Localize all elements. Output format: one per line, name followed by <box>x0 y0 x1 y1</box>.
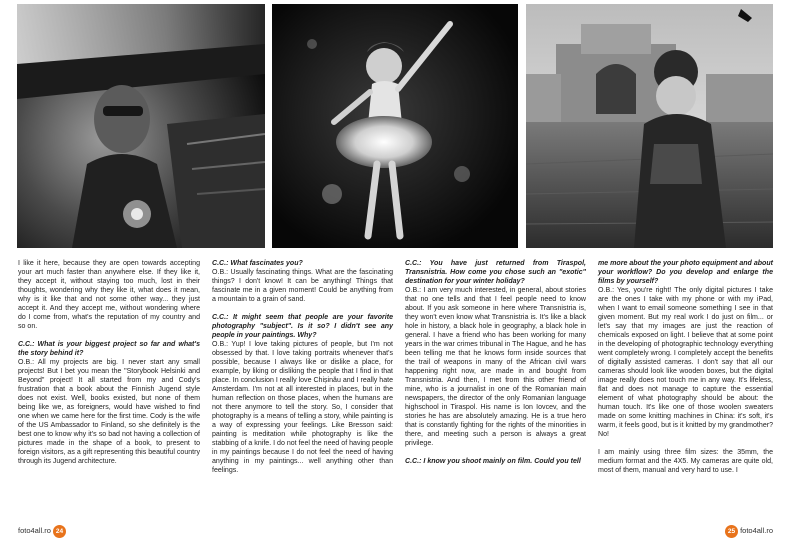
boy-in-square-photo <box>526 4 773 248</box>
interview-question: C.C.: What is your biggest project so far and what's the story behind it? <box>18 341 200 358</box>
text-column-4 <box>598 259 773 484</box>
car-passenger-photo <box>17 4 265 248</box>
interview-answer: O.B.: I am very much interested, in general, about stories that no one tells and that I feel people need to know about. If you ask someone in here where Transnistria is, they won't even know what Transnistria is. It's like a black hole in history, a black hole in geography, a black hole in general. I have a friend who has been working for many years in the war crimes tribunal in The Hague, and he has been telling me that he knows form inside sources that the trail of weapons in many of the African civil wars happening right now, are made in and bought from Transnistria. And then, I met from this other friend of mine, who is a journalist in one of the Romanian main newspapers, the director of the only Romanian language highschool in Tiraspol. His name is Ion Iovcev, and the stories he has are absolutely amazing. He is a true hero that is constantly fighting for the rights of the minorities in there, and meeting such a person is always a great privilege. <box>405 287 586 448</box>
footer-site-name: foto4all.ro <box>740 526 773 536</box>
interview-answer: O.B.: Yup! I love taking pictures of people, but I'm not obsessed by that. I love taking portraits whenever that's possible, because I always like or dislike a place, for example, by liking or disliking the people that I find in that place. In conclusion I really love Chișinău and I really hate Amsterdam. I'm not at all interested in places, but in the human reflection on those places, when the humans are not there anymore to tell the story. So, I consider that photography is a means of telling a story, while painting is a way of expressing your feelings. Like Bresson said: painting is meditation while photography is like the stabbing of a knife. I do not feel the need of having people in my paintings because I do not feel the need of having anything in my paintings... well anything other than feelings. <box>212 341 394 475</box>
text-column-2 <box>212 259 393 484</box>
footer-site-name: foto4all.ro <box>18 526 51 536</box>
interview-answer: O.B.: Yes, you're right! The only digital pictures I take are the ones I take with my phone or with my iPad, when I want to email someone something I see in that given moment. But my real work I do just on film... or let's say that my images are just the reaction of chemicals exposed on light. I believe that at some point in the developing of photographic technology everything went completely wrong. I completely accept the benefits of digitally assisted cameras. I don't say that all our cameras should look like wooden boxes, but the digital image really does not touch me in any way. It's lifeless, flat and does not manage to capture the essential element of what photography should be about: the human touch. It's like one of those woolen sweaters made on some knitting machines in China: it's soft, it's warm, it feels good, but is it knitted by my grandmother? No! <box>598 287 773 439</box>
interview-question: me more about the your photo equipment and about your workflow? Do you develop and enlarge the films by yourself? <box>598 260 773 286</box>
interview-answer: I like it here, because they are open towards accepting your art much faster than anywhere else. If they like it, they accept it, without staying too much, lost in their thoughts, wondering why they like it, what does it mean, why is it like that and not some other way... they just accept it. And they accept me, without wondering where do I come from, what's the reputation of my country and so on. <box>18 260 200 331</box>
footer-left <box>18 524 66 538</box>
interview-question: C.C.: It might seem that people are your favorite photography "subject". Is it so? I didn't see any people in your paintings. Why? <box>212 314 393 340</box>
interview-question: C.C.: I know you shoot mainly on film. Could you tell <box>405 458 581 466</box>
interview-answer: O.B.: Usually fascinating things. What are the fascinating things? I don't know! It can be anything! Things that fascinate me in a given moment! Could be anything from a mountain to a grain of sand. <box>212 269 393 304</box>
interview-question: C.C.: You have just returned from Tiraspol, Transnistria. How come you chose such an "exotic" destination for your winter holiday? <box>405 260 586 286</box>
page-number-badge: 24 <box>53 525 66 538</box>
interview-question: C.C.: What fascinates you? <box>212 260 303 267</box>
page-number-badge: 25 <box>725 525 738 538</box>
text-column-1 <box>18 259 200 475</box>
text-column-3 <box>405 259 586 466</box>
interview-answer: O.B.: All my projects are big. I never start any small projects! But I bet you mean the "Storybook Helsinki and Beyond" project! It all started from my and Cody's frustration that a book about the Finnish Jugend style does not exist. Well, books existed, but none of them being like we, as foreigners, would have wished to find one when we came here for the first time. Cody is the wife of the US Ambassador to Finland, so she definitely is the best one to know why it's so bad not having a collection of pictures made in the shape of a book, to present to foreign visitors, as a gift representing this beautiful country through its Jugend architecture. <box>18 359 200 466</box>
interview-answer: I am mainly using three film sizes: the 35mm, the medium format and the 4X5. My cameras are quite old, most of them, manual and very hard to use. I <box>598 449 773 475</box>
footer-right <box>725 524 773 538</box>
dancing-girl-photo <box>272 4 518 248</box>
